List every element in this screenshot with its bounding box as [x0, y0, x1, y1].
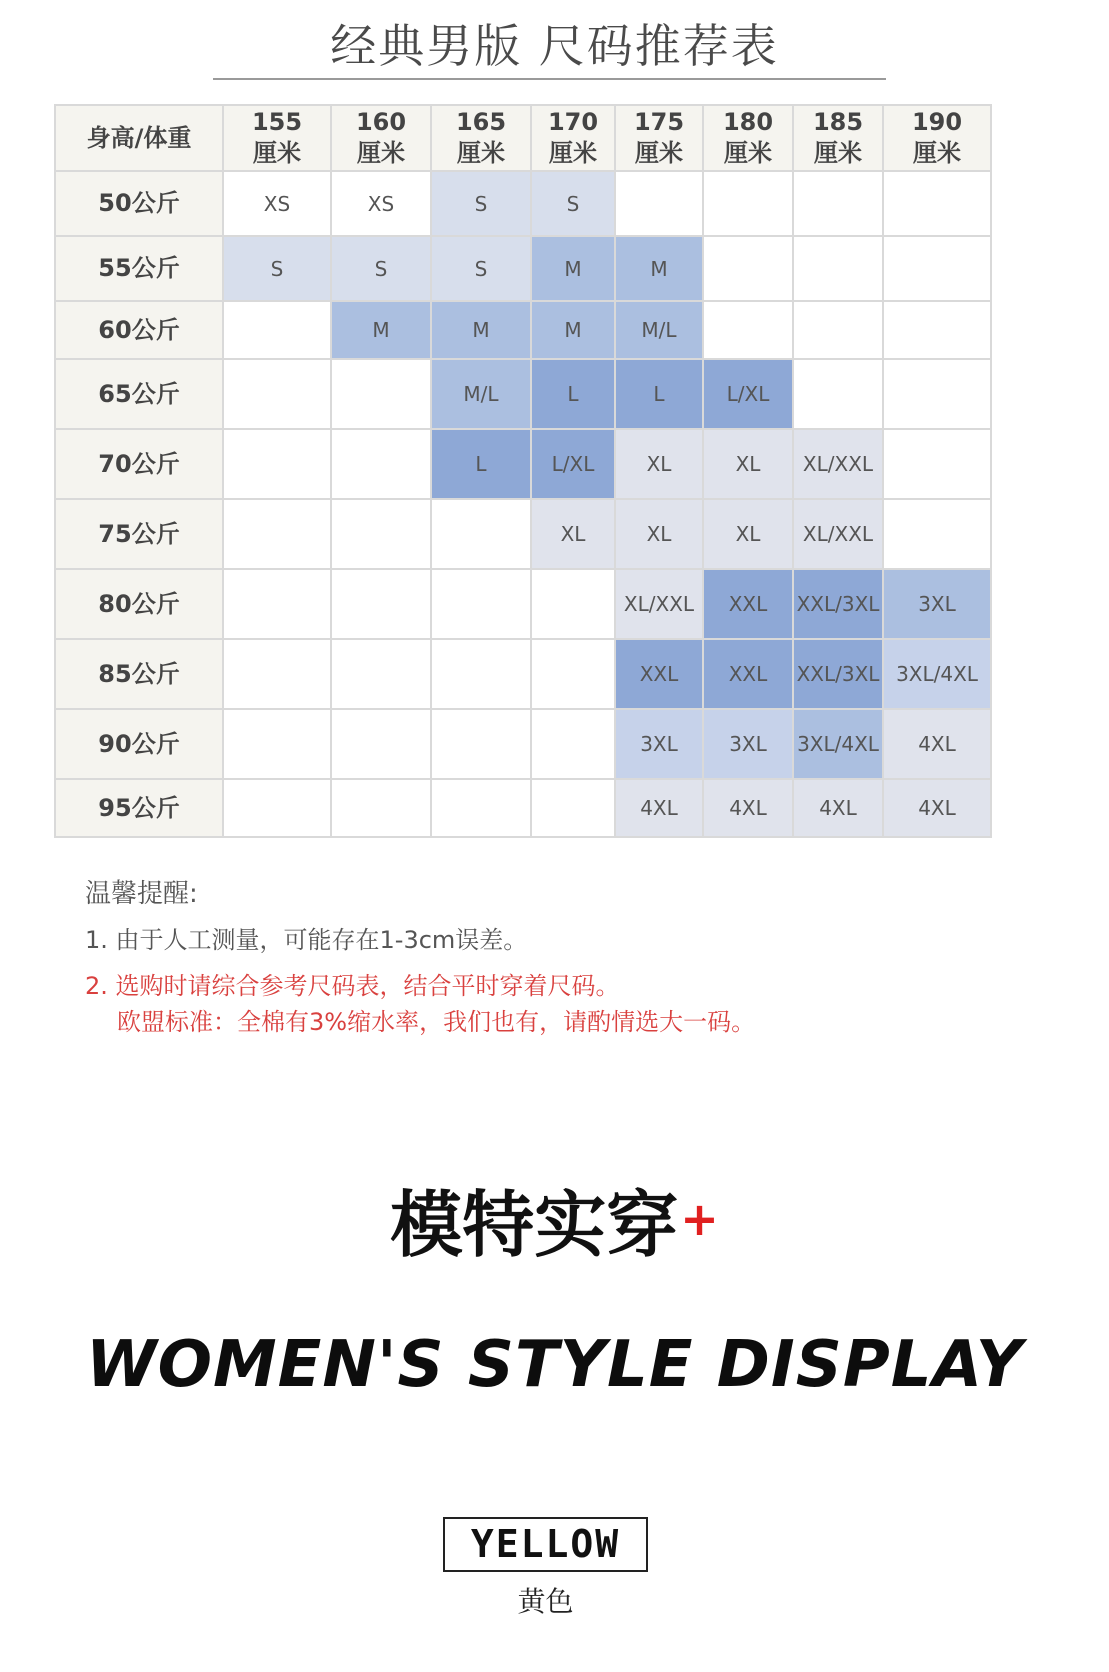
size-cell: M/L — [615, 301, 703, 359]
size-cell — [703, 301, 793, 359]
weight-header: 90公斤 — [55, 709, 223, 779]
weight-header: 80公斤 — [55, 569, 223, 639]
size-cell — [223, 359, 331, 429]
height-unit: 厘米 — [635, 139, 683, 167]
color-tag-chinese: 黄色 — [517, 1585, 574, 1618]
size-cell: XL/XXL — [793, 499, 883, 569]
size-cell: XXL — [703, 569, 793, 639]
size-cell — [883, 359, 991, 429]
size-cell: M/L — [431, 359, 531, 429]
height-header-row — [55, 105, 991, 171]
size-cell — [331, 709, 431, 779]
size-cell: XL — [703, 499, 793, 569]
size-cell — [331, 779, 431, 837]
height-header — [703, 105, 793, 171]
note-line-1: 1. 由于人工测量，可能存在1-3cm误差。 — [85, 926, 528, 954]
size-cell — [793, 171, 883, 236]
size-chart-table — [54, 104, 992, 838]
height-value: 175 — [633, 108, 685, 136]
height-header — [883, 105, 991, 171]
size-cell — [703, 171, 793, 236]
size-cell: M — [531, 236, 615, 301]
english-section-title: WOMEN'S STYLE DISPLAY — [85, 1328, 1024, 1402]
size-cell: L/XL — [531, 429, 615, 499]
height-unit: 厘米 — [253, 139, 301, 167]
height-unit: 厘米 — [549, 139, 597, 167]
title-divider — [213, 78, 886, 80]
size-cell — [883, 301, 991, 359]
size-cell: 3XL — [615, 709, 703, 779]
size-cell: M — [531, 301, 615, 359]
size-cell — [703, 236, 793, 301]
size-cell — [793, 301, 883, 359]
height-unit: 厘米 — [724, 139, 772, 167]
size-cell: S — [531, 171, 615, 236]
height-value: 190 — [911, 108, 963, 136]
table-row — [55, 236, 991, 301]
size-cell — [331, 639, 431, 709]
height-value: 170 — [547, 108, 599, 136]
size-cell: S — [331, 236, 431, 301]
size-cell — [431, 499, 531, 569]
table-row — [55, 429, 991, 499]
size-cell: XS — [223, 171, 331, 236]
size-cell — [531, 779, 615, 837]
table-row — [55, 359, 991, 429]
size-cell: 3XL — [703, 709, 793, 779]
weight-header: 85公斤 — [55, 639, 223, 709]
size-cell — [223, 429, 331, 499]
size-cell — [331, 429, 431, 499]
height-value: 165 — [455, 108, 507, 136]
size-cell — [883, 429, 991, 499]
table-row — [55, 569, 991, 639]
height-header — [331, 105, 431, 171]
size-cell — [883, 499, 991, 569]
size-cell — [431, 639, 531, 709]
table-row — [55, 779, 991, 837]
size-cell — [331, 499, 431, 569]
height-header — [531, 105, 615, 171]
weight-header: 50公斤 — [55, 171, 223, 236]
table-row — [55, 301, 991, 359]
note-line-3: 欧盟标准：全棉有3%缩水率，我们也有，请酌情选大一码。 — [117, 1008, 756, 1036]
weight-header: 95公斤 — [55, 779, 223, 837]
height-unit: 厘米 — [457, 139, 505, 167]
size-cell — [793, 236, 883, 301]
size-cell: M — [615, 236, 703, 301]
size-cell — [531, 709, 615, 779]
height-unit: 厘米 — [814, 139, 862, 167]
size-cell: L — [531, 359, 615, 429]
corner-header: 身高/体重 — [55, 105, 223, 171]
table-row — [55, 499, 991, 569]
size-cell — [223, 639, 331, 709]
size-cell — [331, 359, 431, 429]
size-cell: XXL — [703, 639, 793, 709]
size-cell — [615, 171, 703, 236]
size-cell: XXL/3XL — [793, 569, 883, 639]
size-cell: 3XL — [883, 569, 991, 639]
notes-block — [85, 876, 755, 1040]
weight-header: 70公斤 — [55, 429, 223, 499]
size-cell: M — [431, 301, 531, 359]
table-row — [55, 171, 991, 236]
table-row — [55, 709, 991, 779]
size-cell: XL/XXL — [615, 569, 703, 639]
note-line-2: 2. 选购时请综合参考尺码表，结合平时穿着尺码。 — [85, 972, 620, 1000]
size-cell: L/XL — [703, 359, 793, 429]
size-cell: XL — [531, 499, 615, 569]
size-cell — [223, 709, 331, 779]
weight-header: 60公斤 — [55, 301, 223, 359]
color-tag: YELLOW — [443, 1517, 648, 1572]
size-cell: 4XL — [883, 779, 991, 837]
size-cell: S — [223, 236, 331, 301]
size-cell: L — [615, 359, 703, 429]
weight-header: 75公斤 — [55, 499, 223, 569]
size-cell — [431, 569, 531, 639]
size-cell — [223, 779, 331, 837]
size-cell — [883, 236, 991, 301]
size-cell — [793, 359, 883, 429]
table-row — [55, 639, 991, 709]
size-cell — [223, 499, 331, 569]
size-cell: XL — [703, 429, 793, 499]
weight-header: 65公斤 — [55, 359, 223, 429]
weight-header: 55公斤 — [55, 236, 223, 301]
size-cell: XL — [615, 499, 703, 569]
size-cell: 4XL — [883, 709, 991, 779]
height-header — [615, 105, 703, 171]
size-cell: XL/XXL — [793, 429, 883, 499]
size-cell — [431, 709, 531, 779]
size-cell — [883, 171, 991, 236]
size-cell: M — [331, 301, 431, 359]
model-title-text: 模特实穿 — [390, 1183, 679, 1267]
size-cell: 3XL/4XL — [793, 709, 883, 779]
size-cell: 4XL — [793, 779, 883, 837]
size-cell — [223, 301, 331, 359]
height-value: 185 — [812, 108, 864, 136]
height-value: 180 — [722, 108, 774, 136]
size-cell: S — [431, 236, 531, 301]
height-value: 155 — [251, 108, 303, 136]
size-cell: 4XL — [615, 779, 703, 837]
size-cell: XXL — [615, 639, 703, 709]
height-header — [793, 105, 883, 171]
height-header — [223, 105, 331, 171]
plus-icon: + — [680, 1192, 719, 1246]
size-cell — [223, 569, 331, 639]
size-cell — [531, 569, 615, 639]
notes-title: 温馨提醒: — [85, 879, 198, 909]
size-cell — [531, 639, 615, 709]
size-cell — [331, 569, 431, 639]
model-section-title — [0, 1180, 1109, 1270]
height-unit: 厘米 — [357, 139, 405, 167]
height-unit: 厘米 — [913, 139, 961, 167]
size-cell: 3XL/4XL — [883, 639, 991, 709]
size-cell: L — [431, 429, 531, 499]
page-title: 经典男版 尺码推荐表 — [330, 19, 779, 73]
height-header — [431, 105, 531, 171]
size-cell: 4XL — [703, 779, 793, 837]
size-cell: S — [431, 171, 531, 236]
size-cell: XXL/3XL — [793, 639, 883, 709]
height-value: 160 — [355, 108, 407, 136]
size-cell: XS — [331, 171, 431, 236]
size-cell — [431, 779, 531, 837]
size-cell: XL — [615, 429, 703, 499]
